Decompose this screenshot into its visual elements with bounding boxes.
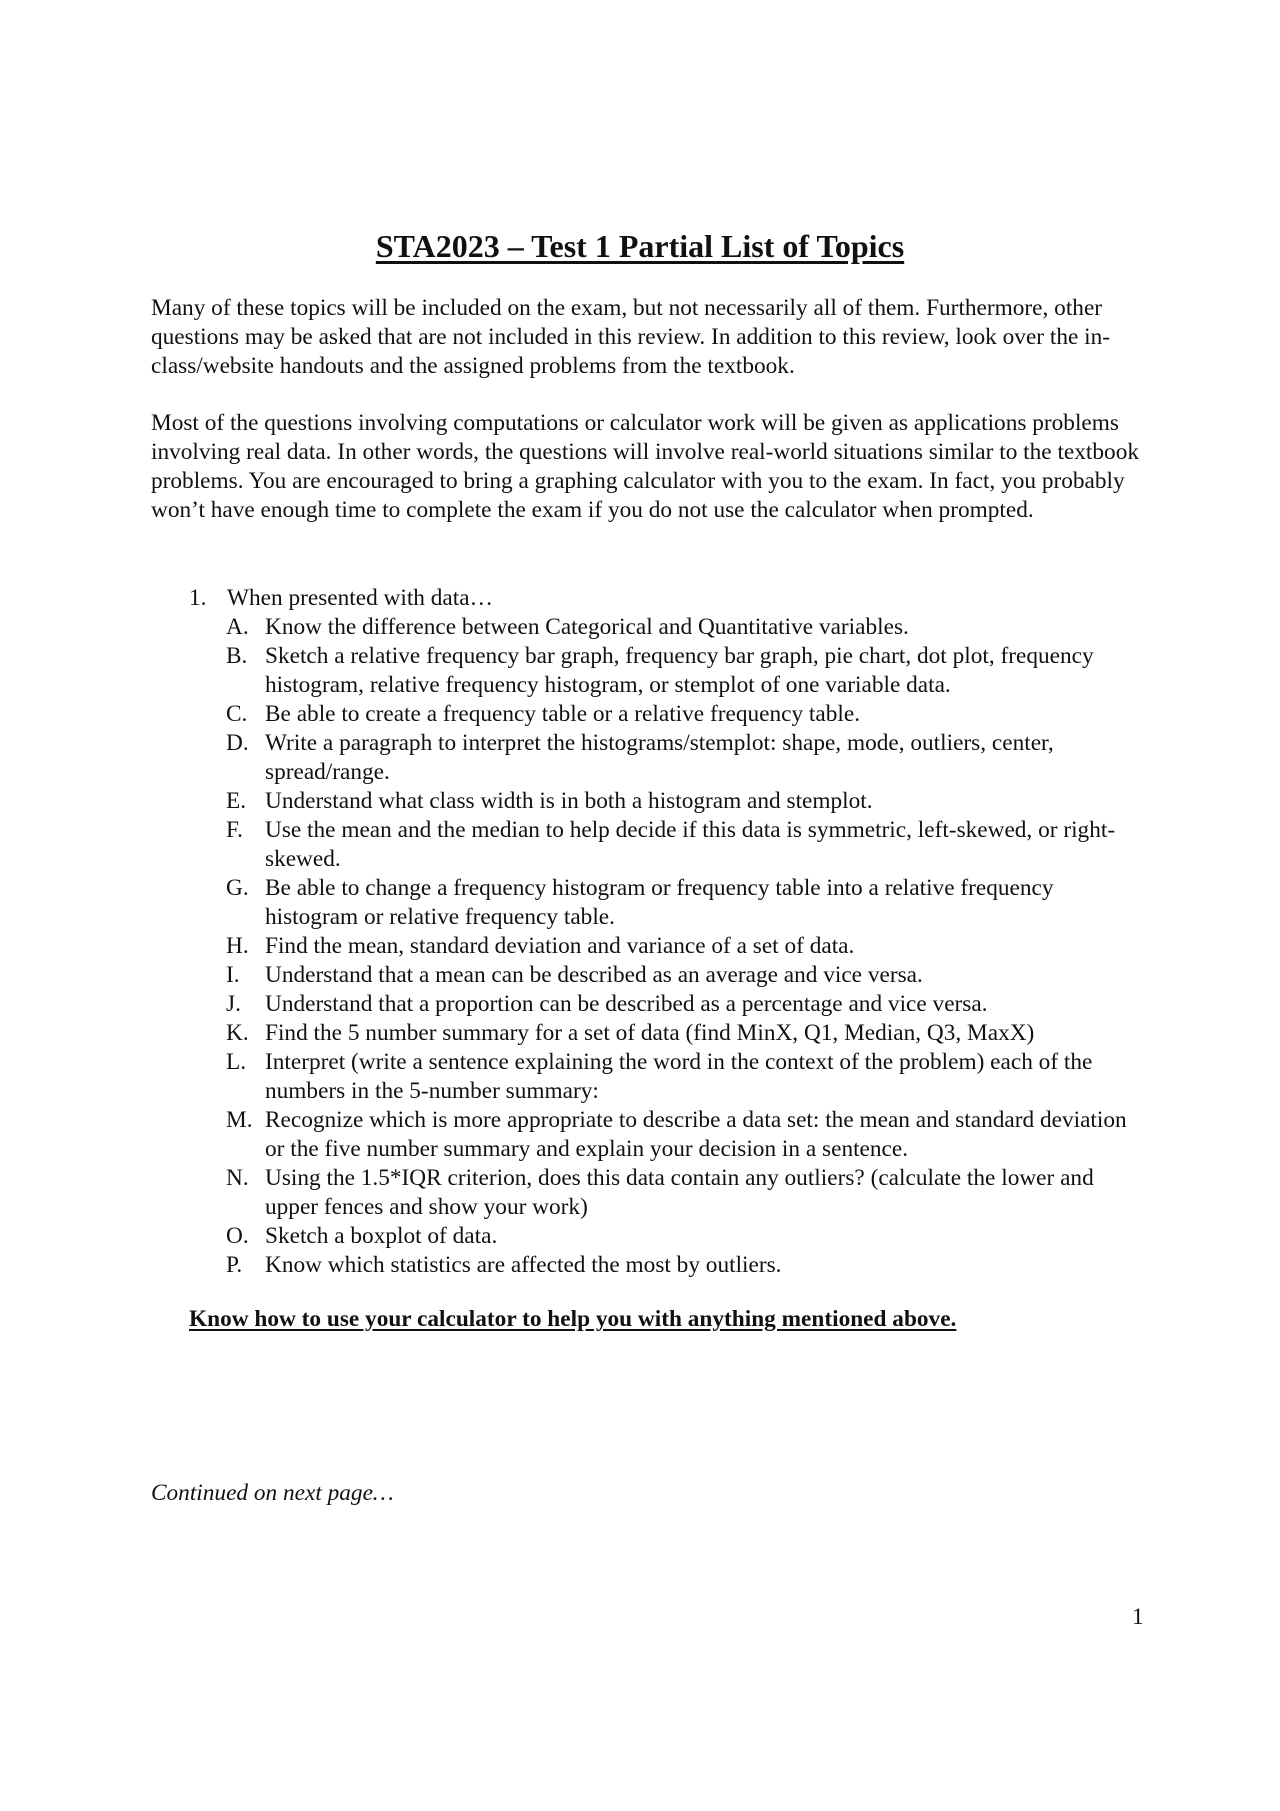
topic-letter: O. (226, 1223, 249, 1249)
topic-item (226, 990, 1146, 1019)
topic-item (226, 932, 1146, 961)
topic-item (226, 700, 1146, 729)
topic-text: Understand what class width is in both a histogram and stemplot. (265, 788, 873, 814)
calculator-note: Know how to use your calculator to help you with anything mentioned above. (189, 1306, 957, 1332)
page-title: STA2023 – Test 1 Partial List of Topics (375, 228, 905, 264)
topic-item (226, 1251, 1146, 1280)
topic-item (226, 961, 1146, 990)
topic-item (226, 729, 1146, 787)
topic-text: Find the 5 number summary for a set of data (find MinX, Q1, Median, Q3, MaxX) (265, 1020, 1035, 1046)
topic-text: Be able to change a frequency histogram or frequency table into a relative frequency histogram or relative frequency table. (265, 875, 1054, 930)
topic-item (226, 642, 1146, 700)
continued-note: Continued on next page… (151, 1480, 394, 1506)
topic-letter: P. (226, 1252, 243, 1278)
topic-letter: F. (226, 817, 243, 843)
list-item-number: 1. (189, 585, 207, 611)
topic-item (226, 1019, 1146, 1048)
topic-letter: B. (226, 643, 248, 669)
topic-text: Using the 1.5*IQR criterion, does this data contain any outliers? (calculate the lower and upper fences and show your work) (265, 1165, 1094, 1220)
topic-text: Understand that a mean can be described as an average and vice versa. (265, 962, 923, 988)
topic-letter: J. (226, 991, 241, 1017)
topic-item (226, 1222, 1146, 1251)
topic-letter: K. (226, 1020, 249, 1046)
intro-paragraph: Many of these topics will be included on the exam, but not necessarily all of them. Furthermore, other questions may be asked that are not included in this review. In addition to this review, look over the in-class/website handouts and the assigned problems from the textbook. (151, 295, 1111, 379)
topic-text: Be able to create a frequency table or a relative frequency table. (265, 701, 861, 727)
topic-letter: M. (226, 1107, 253, 1133)
topic-item (226, 816, 1146, 874)
calculator-paragraph: Most of the questions involving computations or calculator work will be given as applications problems involving real data. In other words, the questions will involve real-world situations similar to the textbook problems. You are encouraged to bring a graphing calculator with you to the exam. In fact, you probably won’t have enough time to complete the exam if you do not use the calculator when prompted. (151, 410, 1139, 523)
topic-text: Sketch a relative frequency bar graph, frequency bar graph, pie chart, dot plot, frequency histogram, relative frequency histogram, or stemplot of one variable data. (265, 643, 1094, 698)
topic-letter: I. (226, 962, 240, 988)
topic-letter: C. (226, 701, 248, 727)
topic-text: Use the mean and the median to help decide if this data is symmetric, left-skewed, or right-skewed. (265, 817, 1116, 872)
topic-item (226, 613, 1146, 642)
topic-letter: D. (226, 730, 249, 756)
topic-letter: L. (226, 1049, 247, 1075)
topic-item (226, 1164, 1146, 1222)
topic-letter: N. (226, 1165, 249, 1191)
topic-text: Know which statistics are affected the most by outliers. (265, 1252, 782, 1278)
topic-sublist (226, 613, 1146, 1280)
topic-item (226, 1048, 1146, 1106)
topic-letter: G. (226, 875, 249, 901)
topic-text: Interpret (write a sentence explaining the word in the context of the problem) each of the numbers in the 5-number summary: (265, 1049, 1093, 1104)
topic-item (226, 787, 1146, 816)
topic-text: Find the mean, standard deviation and variance of a set of data. (265, 933, 855, 959)
topic-text: Understand that a proportion can be described as a percentage and vice versa. (265, 991, 988, 1017)
page-number: 1 (1132, 1604, 1144, 1630)
list-item-heading: When presented with data… (227, 585, 493, 611)
topic-letter: H. (226, 933, 249, 959)
topic-item (226, 1106, 1146, 1164)
topic-text: Write a paragraph to interpret the histograms/stemplot: shape, mode, outliers, center, spread/range. (265, 730, 1054, 785)
topic-text: Know the difference between Categorical and Quantitative variables. (265, 614, 909, 640)
topic-letter: A. (226, 614, 249, 640)
topic-text: Sketch a boxplot of data. (265, 1223, 498, 1249)
list-item-1 (189, 584, 493, 613)
topic-text: Recognize which is more appropriate to describe a data set: the mean and standard deviation or the five number summary and explain your decision in a sentence. (265, 1107, 1127, 1162)
topic-letter: E. (226, 788, 247, 814)
topic-item (226, 874, 1146, 932)
